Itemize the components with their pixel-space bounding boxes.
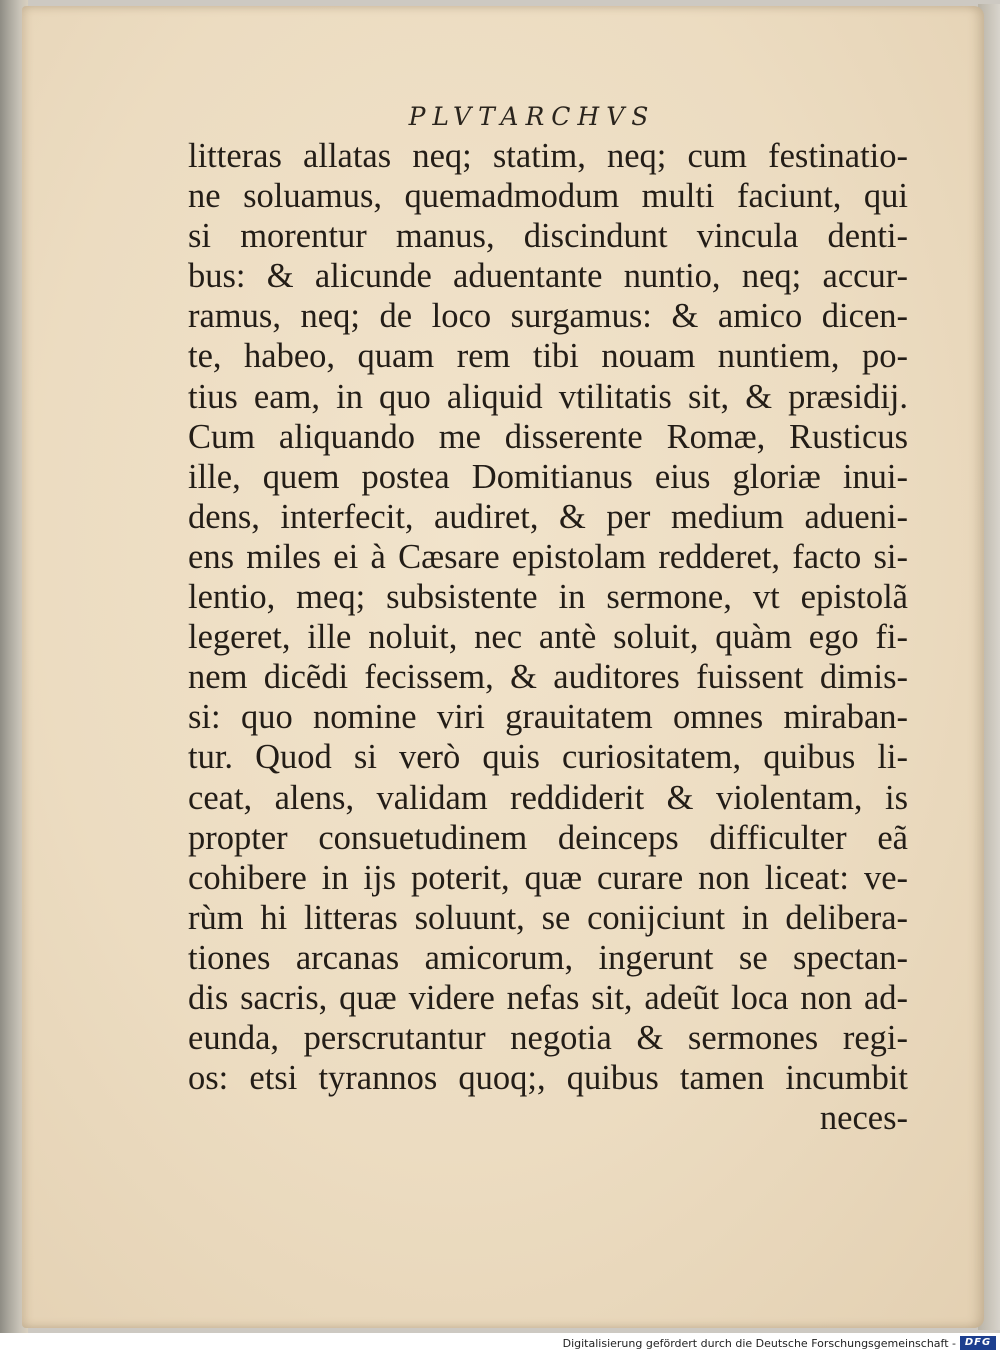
text-line: lentio, meq; subsistente in sermone, vt epistolã [188,578,908,617]
body-text [188,136,908,1138]
text-line: neces- [819,1099,908,1138]
dfg-logo: DFG [960,1336,996,1350]
text-line: nem dicẽdi fecissem, & auditores fuissent dimis- [188,658,908,697]
text-line: ceat, alens, validam reddiderit & violentam, is [188,778,908,817]
running-head: PLVTARCHVS [408,102,656,131]
text-line: tur. Quod si verò quis curiositatem, quibus li- [188,738,908,777]
text-line: Cum aliquando me disserente Romæ, Rusticus [188,417,908,456]
text-line: propter consuetudinem deinceps difficulter eã [188,818,908,857]
text-line: eunda, perscrutantur negotia & sermones regi- [188,1019,908,1058]
footer-credit: Digitalisierung gefördert durch die Deutsche Forschungsgemeinschaft - [562,1337,956,1350]
text-line: ne soluamus, quemadmodum multi faciunt, qui [188,177,908,216]
text-line: legeret, ille noluit, nec antè soluit, quàm ego fi- [188,618,908,657]
text-line: si: quo nomine viri grauitatem omnes miraban- [188,698,908,737]
text-line: bus: & alicunde aduentante nuntio, neq; accur- [188,257,908,296]
text-line: ille, quem postea Domitianus eius gloriæ inui- [188,457,908,496]
text-line: cohibere in ijs poterit, quæ curare non liceat: ve- [188,858,908,897]
text-line: dens, interfecit, audiret, & per medium adueni- [188,497,908,536]
text-line: rùm hi litteras soluunt, se conijciunt in delibera- [188,898,908,937]
text-line: tius eam, in quo aliquid vtilitatis sit, & præsidij. [188,377,908,416]
text-line: dis sacris, quæ videre nefas sit, adeũt loca non ad- [188,978,908,1017]
text-line: litteras allatas neq; statim, neq; cum festinatio- [188,137,908,175]
text-line: os: etsi tyrannos quoq;, quibus tamen incumbit [188,1059,908,1098]
text-line: ens miles ei à Cæsare epistolam redderet, facto si- [188,537,908,576]
text-line: tiones arcanas amicorum, ingerunt se spectan- [188,938,908,977]
text-line: si morentur manus, discindunt vincula denti- [188,217,908,256]
text-line: te, habeo, quam rem tibi nouam nuntiem, po- [188,337,908,376]
text-line: ramus, neq; de loco surgamus: & amico dicen- [188,297,908,336]
